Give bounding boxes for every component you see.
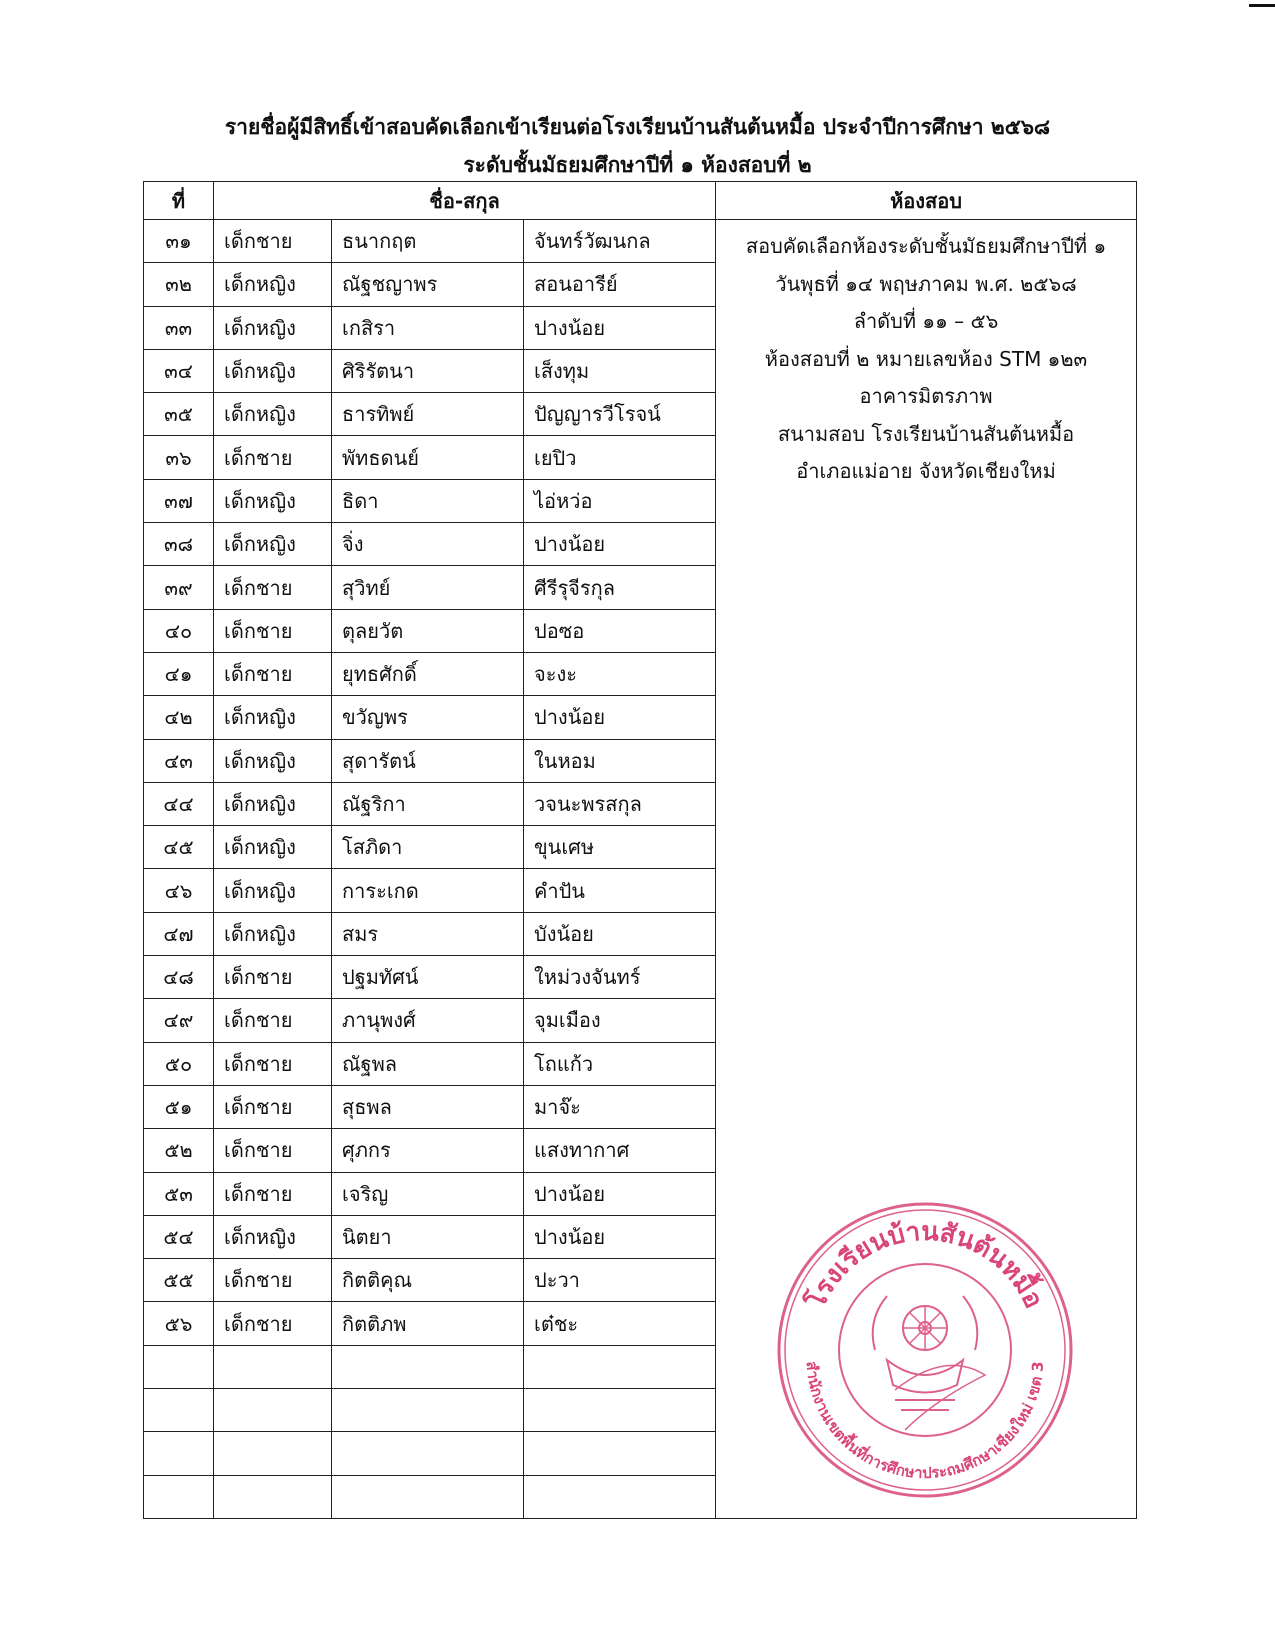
row-first-name xyxy=(332,1345,524,1388)
row-number: ๔๖ xyxy=(144,869,214,912)
document-subtitle: ระดับชั้นมัธยมศึกษาปีที่ ๑ ห้องสอบที่ ๒ xyxy=(463,153,812,177)
row-prefix: เด็กชาย xyxy=(214,609,332,652)
row-prefix: เด็กหญิง xyxy=(214,739,332,782)
row-number: ๓๗ xyxy=(144,479,214,522)
row-prefix: เด็กหญิง xyxy=(214,696,332,739)
row-prefix: เด็กชาย xyxy=(214,1085,332,1128)
row-prefix xyxy=(214,1432,332,1475)
row-prefix xyxy=(214,1475,332,1518)
row-number: ๓๖ xyxy=(144,436,214,479)
row-last-name: ปางน้อย xyxy=(524,306,716,349)
row-last-name xyxy=(524,1475,716,1518)
row-last-name: ปางน้อย xyxy=(524,1172,716,1215)
row-number: ๔๓ xyxy=(144,739,214,782)
row-number: ๓๓ xyxy=(144,306,214,349)
row-number: ๔๔ xyxy=(144,782,214,825)
row-number: ๔๒ xyxy=(144,696,214,739)
row-number: ๓๙ xyxy=(144,566,214,609)
seal-top-text: โรงเรียนบ้านสันต้นหมื้อ xyxy=(801,1216,1049,1314)
row-last-name: คำปัน xyxy=(524,869,716,912)
table-header-row xyxy=(144,182,1137,220)
row-number: ๓๑ xyxy=(144,220,214,263)
row-last-name: จุมเมือง xyxy=(524,999,716,1042)
row-prefix: เด็กหญิง xyxy=(214,479,332,522)
room-info-line: อาคารมิตรภาพ xyxy=(859,384,993,408)
row-prefix: เด็กหญิง xyxy=(214,263,332,306)
row-last-name xyxy=(524,1432,716,1475)
row-last-name: ปะวา xyxy=(524,1259,716,1302)
seal-bottom-text: สำนักงานเขตพื้นที่การศึกษาประถมศึกษาเชียงใหม่ เขต 3 xyxy=(802,1360,1048,1483)
row-prefix: เด็กหญิง xyxy=(214,826,332,869)
row-last-name: สอนอารีย์ xyxy=(524,263,716,306)
row-prefix: เด็กหญิง xyxy=(214,782,332,825)
row-number xyxy=(144,1345,214,1388)
row-first-name: เกสิรา xyxy=(332,306,524,349)
row-first-name: ธนากฤต xyxy=(332,220,524,263)
row-first-name: ปฐมทัศน์ xyxy=(332,956,524,999)
row-first-name: ศุภกร xyxy=(332,1129,524,1172)
row-first-name: กิตติคุณ xyxy=(332,1259,524,1302)
row-number: ๓๔ xyxy=(144,349,214,392)
room-info-line: สนามสอบ โรงเรียนบ้านสันต้นหมื้อ xyxy=(777,421,1075,446)
row-prefix: เด็กหญิง xyxy=(214,523,332,566)
row-first-name: นิตยา xyxy=(332,1215,524,1258)
row-first-name: ณัฐริกา xyxy=(332,782,524,825)
row-first-name: สุดารัตน์ xyxy=(332,739,524,782)
row-last-name: มาจ๊ะ xyxy=(524,1085,716,1128)
row-first-name: สมร xyxy=(332,912,524,955)
row-number: ๔๕ xyxy=(144,826,214,869)
row-first-name: โสภิดา xyxy=(332,826,524,869)
row-last-name: จะงะ xyxy=(524,652,716,695)
row-number xyxy=(144,1389,214,1432)
row-first-name xyxy=(332,1389,524,1432)
row-first-name: สุวิทย์ xyxy=(332,566,524,609)
row-first-name xyxy=(332,1432,524,1475)
row-last-name: ในหอม xyxy=(524,739,716,782)
row-prefix: เด็กชาย xyxy=(214,436,332,479)
emblem-icon xyxy=(873,1296,978,1410)
row-prefix: เด็กชาย xyxy=(214,1259,332,1302)
row-number: ๔๘ xyxy=(144,956,214,999)
row-prefix: เด็กหญิง xyxy=(214,912,332,955)
table-row xyxy=(144,220,1137,263)
scan-edge-mark xyxy=(1249,4,1275,7)
row-prefix: เด็กชาย xyxy=(214,999,332,1042)
row-last-name: ปอซอ xyxy=(524,609,716,652)
row-first-name: สุธพล xyxy=(332,1085,524,1128)
svg-text:สำนักงานเขตพื้นที่การศึกษาประถ xyxy=(803,1361,1047,1482)
row-first-name: ตุลยวัต xyxy=(332,609,524,652)
row-number: ๕๐ xyxy=(144,1042,214,1085)
row-prefix: เด็กหญิง xyxy=(214,1215,332,1258)
row-prefix: เด็กหญิง xyxy=(214,869,332,912)
row-last-name: เยปิว xyxy=(524,436,716,479)
room-info-line: อำเภอแม่อาย จังหวัดเชียงใหม่ xyxy=(796,459,1056,483)
row-first-name: กิตติภพ xyxy=(332,1302,524,1345)
row-last-name xyxy=(524,1345,716,1388)
row-first-name: ธารทิพย์ xyxy=(332,393,524,436)
row-last-name: บังน้อย xyxy=(524,912,716,955)
document-title: รายชื่อผู้มีสิทธิ์เข้าสอบคัดเลือกเข้าเรียนต่อโรงเรียนบ้านสันต้นหมื้อ ประจำปีการศึกษา ๒๕๖๘ xyxy=(224,115,1051,139)
row-last-name: เต๋ชะ xyxy=(524,1302,716,1345)
row-prefix xyxy=(214,1389,332,1432)
row-number: ๕๑ xyxy=(144,1085,214,1128)
row-number: ๔๑ xyxy=(144,652,214,695)
row-first-name: ณัฐพล xyxy=(332,1042,524,1085)
row-prefix: เด็กชาย xyxy=(214,566,332,609)
row-last-name: ขุนเศษ xyxy=(524,826,716,869)
row-first-name xyxy=(332,1475,524,1518)
room-info-line: วันพุธที่ ๑๔ พฤษภาคม พ.ศ. ๒๕๖๘ xyxy=(775,271,1077,296)
row-number xyxy=(144,1475,214,1518)
row-number: ๕๖ xyxy=(144,1302,214,1345)
row-prefix xyxy=(214,1345,332,1388)
row-prefix: เด็กชาย xyxy=(214,956,332,999)
row-number: ๔๙ xyxy=(144,999,214,1042)
row-first-name: ธิดา xyxy=(332,479,524,522)
header-room: ห้องสอบ xyxy=(716,182,1137,220)
row-first-name: ขวัญพร xyxy=(332,696,524,739)
row-last-name: แสงทากาศ xyxy=(524,1129,716,1172)
header-number: ที่ xyxy=(144,182,214,220)
room-info-line: ห้องสอบที่ ๒ หมายเลขห้อง STM ๑๒๓ xyxy=(764,346,1088,371)
row-number: ๔๗ xyxy=(144,912,214,955)
row-last-name: ปางน้อย xyxy=(524,696,716,739)
row-number: ๓๒ xyxy=(144,263,214,306)
row-last-name: ไอ่หว่อ xyxy=(524,479,716,522)
header-name: ชื่อ-สกุล xyxy=(214,182,716,220)
row-last-name: ปางน้อย xyxy=(524,1215,716,1258)
room-info-line: สอบคัดเลือกห้องระดับชั้นมัธยมศึกษาปีที่ ๑ xyxy=(745,234,1107,258)
row-first-name: พัทธดนย์ xyxy=(332,436,524,479)
row-last-name: เส็งทุม xyxy=(524,349,716,392)
row-prefix: เด็กชาย xyxy=(214,1042,332,1085)
row-number xyxy=(144,1432,214,1475)
row-last-name: จันทร์วัฒนกล xyxy=(524,220,716,263)
row-prefix: เด็กชาย xyxy=(214,652,332,695)
row-last-name xyxy=(524,1389,716,1432)
row-last-name: ใหม่วงจันทร์ xyxy=(524,956,716,999)
row-first-name: ภานุพงศ์ xyxy=(332,999,524,1042)
row-first-name: จิ่ง xyxy=(332,523,524,566)
row-prefix: เด็กชาย xyxy=(214,1302,332,1345)
row-last-name: ศีรีรุจีรกุล xyxy=(524,566,716,609)
row-last-name: ปางน้อย xyxy=(524,523,716,566)
room-info-line: ลำดับที่ ๑๑ – ๕๖ xyxy=(853,309,999,333)
row-prefix: เด็กชาย xyxy=(214,1172,332,1215)
row-first-name: เจริญ xyxy=(332,1172,524,1215)
row-last-name: วจนะพรสกุล xyxy=(524,782,716,825)
row-prefix: เด็กชาย xyxy=(214,1129,332,1172)
row-number: ๕๔ xyxy=(144,1215,214,1258)
row-last-name: โถแก้ว xyxy=(524,1042,716,1085)
row-number: ๔๐ xyxy=(144,609,214,652)
row-number: ๓๕ xyxy=(144,393,214,436)
school-seal-stamp xyxy=(775,1200,1075,1500)
row-prefix: เด็กหญิง xyxy=(214,306,332,349)
row-number: ๓๘ xyxy=(144,523,214,566)
row-number: ๕๓ xyxy=(144,1172,214,1215)
row-prefix: เด็กหญิง xyxy=(214,349,332,392)
row-number: ๕๕ xyxy=(144,1259,214,1302)
row-first-name: ศิริรัตนา xyxy=(332,349,524,392)
row-first-name: ณัฐชญาพร xyxy=(332,263,524,306)
row-prefix: เด็กชาย xyxy=(214,220,332,263)
row-first-name: การะเกด xyxy=(332,869,524,912)
row-prefix: เด็กหญิง xyxy=(214,393,332,436)
row-number: ๕๒ xyxy=(144,1129,214,1172)
row-first-name: ยุทธศักดิ์ xyxy=(332,652,524,695)
row-last-name: ปัญญารวีโรจน์ xyxy=(524,393,716,436)
